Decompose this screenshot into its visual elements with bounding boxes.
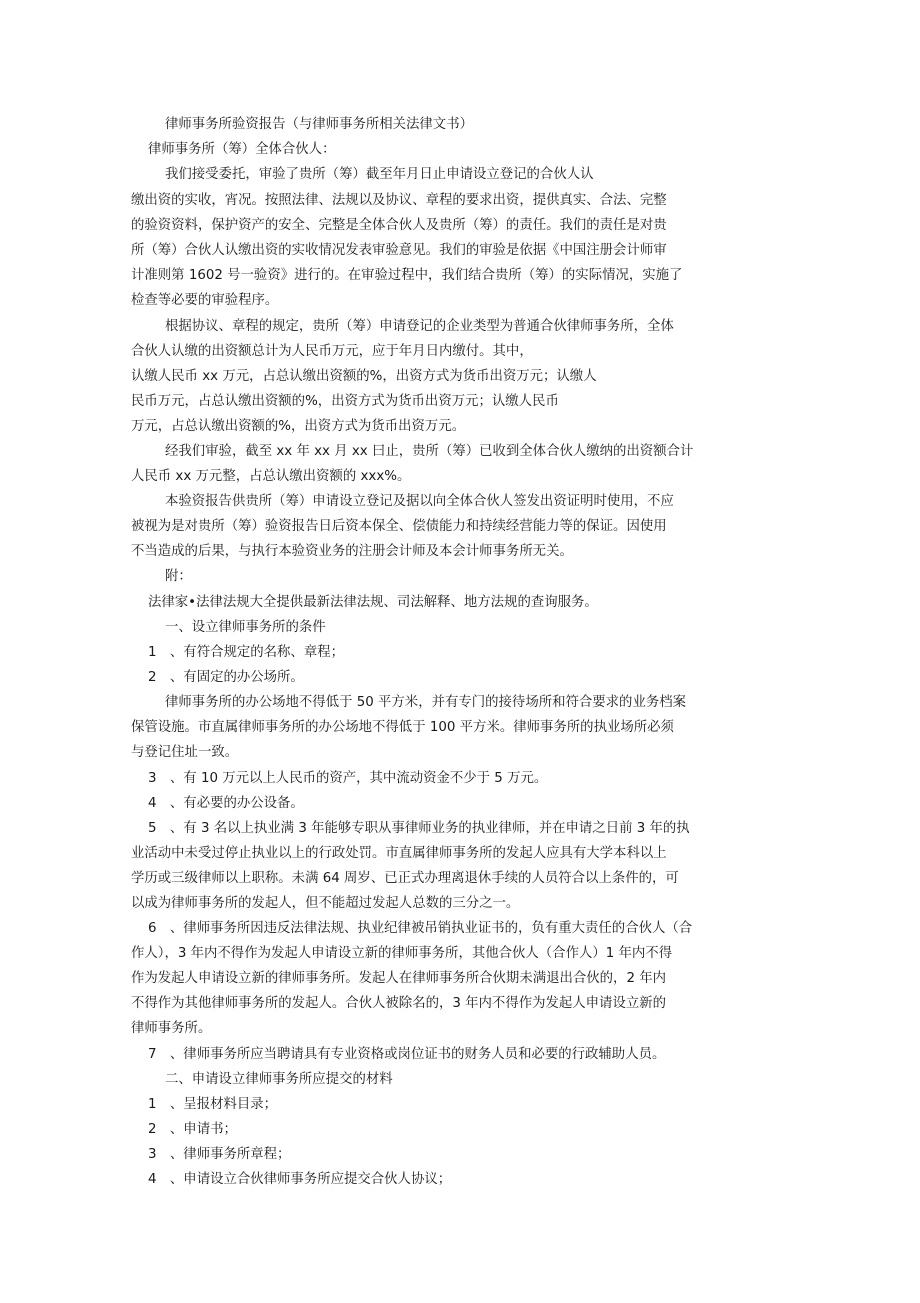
list-item: 1 、呈报材料目录； [148, 1097, 278, 1112]
text-line: 作人），3 年内不得作为发起人申请设立新的律师事务所，其他合伙人（合作人）1 年内不得 [131, 946, 673, 961]
list-item: 4 、有必要的办公设备。 [148, 796, 304, 811]
list-item: 6 、律师事务所因违反法律法规、执业纪律被吊销执业证书的，负有重大责任的合伙人（合 [148, 921, 693, 936]
text-line: 民币万元，占总认缴出资额的%，出资方式为货币出资万元；认缴人民币 [131, 394, 559, 409]
list-item: 7 、律师事务所应当聘请具有专业资格或岗位证书的财务人员和必要的行政辅助人员。 [148, 1047, 666, 1062]
list-item: 3 、律师事务所章程； [148, 1147, 291, 1162]
text-line: 我们接受委托，审验了贵所（筹）截至年月日止申请设立登记的合伙人认 [165, 167, 594, 182]
list-item: 4 、申请设立合伙律师事务所应提交合伙人协议； [148, 1172, 452, 1187]
text-line: 合伙人认缴的出资额总计为人民币万元，应于年月日内缴付。其中， [131, 344, 533, 359]
text-line: 认缴人民币 xx 万元，占总认缴出资额的%，出资方式为货币出资万元；认缴人 [131, 369, 597, 384]
text-line: 业活动中未受过停止执业以上的行政处罚。市直属律师事务所的发起人应具有大学本科以上 [131, 846, 667, 861]
text-line: 被视为是对贵所（筹）验资报告日后资本保全、偿债能力和持续经营能力等的保证。因使用 [131, 519, 667, 534]
text-line: 律师事务所。 [131, 1021, 212, 1036]
text-line: 缴出资的实收，宵况。按照法律、法规以及协议、章程的要求出资，提供真实、合法、完整 [131, 193, 667, 208]
list-item: 2 、有固定的办公场所。 [148, 670, 304, 685]
text-line: 律师事务所的办公场地不得低于 50 平方米，并有专门的接待场所和符合要求的业务档案 [165, 695, 687, 710]
text-line: 与登记住址一致。 [131, 745, 239, 760]
text-line: 法律家•法律法规大全提供最新法律法规、司法解释、地方法规的查询服务。 [148, 595, 598, 610]
list-item: 1 、有符合规定的名称、章程； [148, 645, 344, 660]
text-line: 所（筹）合伙人认缴出资的实收情况发表审验意见。我们的审验是依据《中国注册会计师审 [131, 243, 667, 258]
text-line: 以成为律师事务所的发起人，但不能超过发起人总数的三分之一。 [131, 896, 520, 911]
text-line: 经我们审验，截至 xx 年 xx 月 xx 曰止，贵所（筹）已收到全体合伙人缴纳的出资额合计 [165, 444, 694, 459]
salutation: 律师事务所（筹）全体合伙人： [148, 142, 336, 157]
list-item: 2 、申请书； [148, 1122, 237, 1137]
list-item: 5 、有 3 名以上执业满 3 年能够专职从事律师业务的执业律师，并在申请之日前 3 年的执 [148, 821, 690, 836]
text-line: 的验资资料，保护资产的安全、完整是全体合伙人及贵所（筹）的责任。我们的责任是对贵 [131, 218, 667, 233]
text-line: 不当造成的后果，与执行本验资业务的注册会计师及本会计师事务所无关。 [131, 544, 573, 559]
appendix-label: 附： [165, 569, 192, 584]
text-line: 检查等必要的审验程序。 [131, 293, 279, 308]
text-line: 保管设施。市直属律师事务所的办公场地不得低于 100 平方米。律师事务所的执业场所必须 [131, 720, 674, 735]
text-line: 学历或三级律师以上职称。未满 64 周岁、已正式办理离退休手续的人员符合以上条件的，可 [131, 871, 679, 886]
text-line: 计准则第 1602 号一验资》进行的。在审验过程中，我们结合贵所（筹）的实际情况，实施了 [131, 268, 683, 283]
text-line: 不得作为其他律师事务所的发起人。合伙人被除名的，3 年内不得作为发起人申请设立新的 [131, 996, 667, 1011]
text-line: 作为发起人申请设立新的律师事务所。发起人在律师事务所合伙期未满退出合伙的，2 年内 [131, 971, 667, 986]
section-heading: 二、申请设立律师事务所应提交的材料 [165, 1072, 393, 1087]
text-line: 本验资报告供贵所（筹）申请设立登记及据以向全体合伙人签发出资证明时使用，不应 [165, 494, 674, 509]
document-title: 律师事务所验资报告（与律师事务所相关法律文书） [165, 117, 473, 132]
text-line: 万元，占总认缴出资额的%，出资方式为货币出资万元。 [131, 419, 466, 434]
list-item: 3 、有 10 万元以上人民币的资产，其中流动资金不少于 5 万元。 [148, 771, 548, 786]
text-line: 人民币 xx 万元整，占总认缴出资额的 xxx%。 [131, 469, 411, 484]
section-heading: 一、设立律师事务所的条件 [165, 620, 326, 635]
text-line: 根据协议、章程的规定，贵所（筹）申请登记的企业类型为普通合伙律师事务所，全体 [165, 319, 674, 334]
